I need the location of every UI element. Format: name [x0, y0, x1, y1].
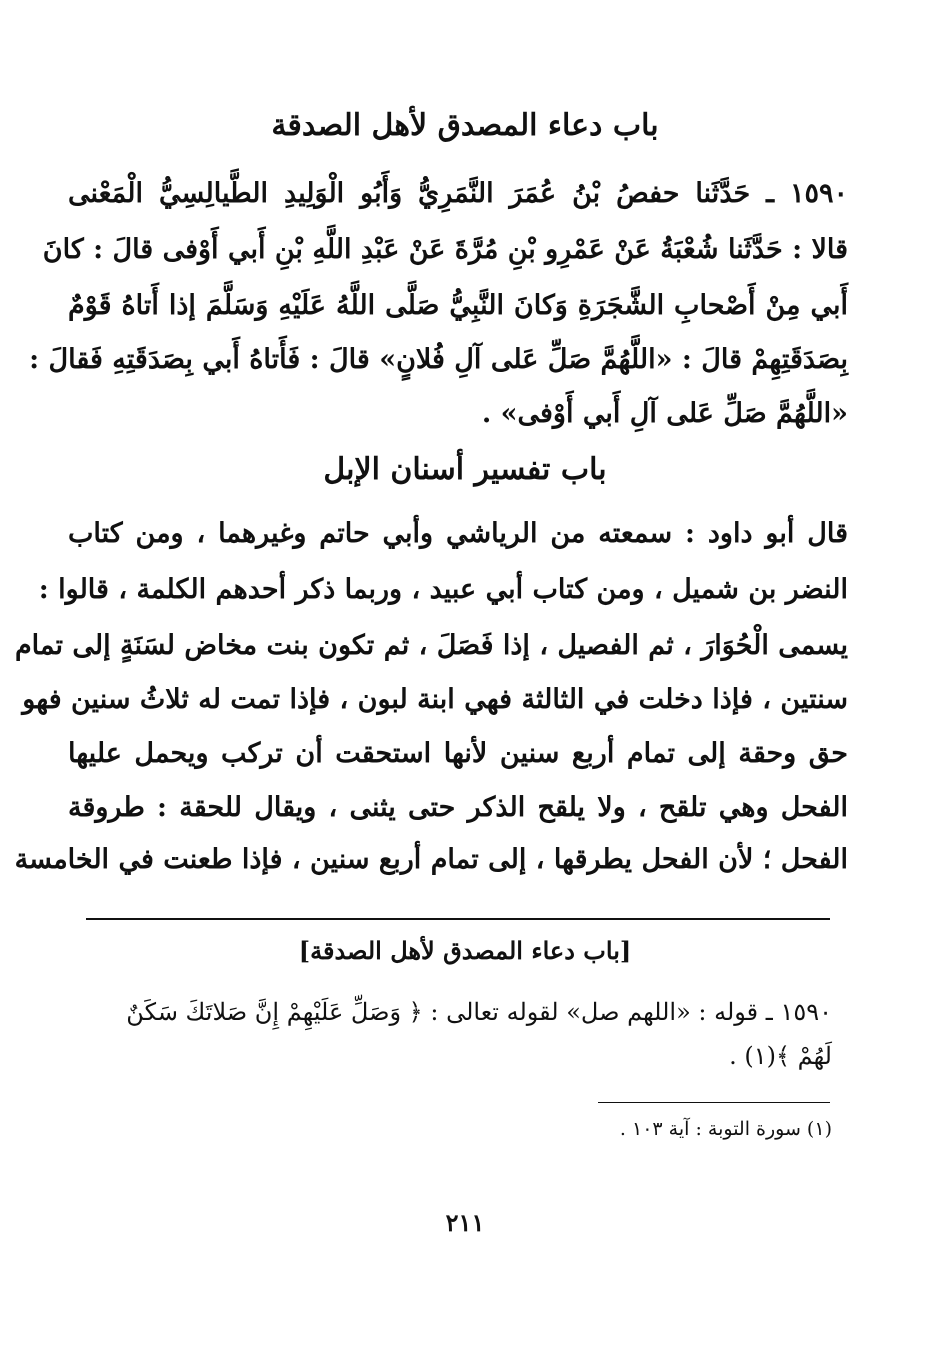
hadith-line: ١٥٩٠ ـ حَدَّثَنا حفصُ بْنُ عُمَرَ النَّمَرِيُّ وَأَبُو الْوَلِيدِ الطَّيالِسِيُّ الْمَعْنى [68, 178, 848, 209]
reference-separator [598, 1102, 830, 1103]
hadith-line: أَبي مِنْ أَصْحابِ الشَّجَرَةِ وَكانَ النَّبِيُّ صَلَّى اللَّهُ عَلَيْهِ وَسَلَّمَ إذا أَتاهُ قَوْمٌ [68, 290, 848, 321]
footnote-line: ١٥٩٠ ـ قوله : «اللهم صل» لقوله تعالى : ﴿ وَصَلِّ عَلَيْهِمْ إِنَّ صَلاتَكَ سَكَنٌ [126, 998, 832, 1026]
reference-note: (١) سورة التوبة : آية ١٠٣ . [619, 1118, 832, 1140]
commentary-line: الفحل وهي تلقح ، ولا يلقح الذكر حتى يثنى ، ويقال للحقة : طروقة [68, 792, 848, 823]
hadith-line: «اللَّهُمَّ صَلِّ عَلى آلِ أَبي أَوْفى» . [481, 398, 848, 429]
page-number: ٢١١ [445, 1208, 485, 1237]
commentary-line: قال أبو داود : سمعته من الرياشي وأبي حاتم وغيرهما ، ومن كتاب [68, 518, 848, 549]
footnote-heading: [باب دعاء المصدق لأهل الصدقة] [298, 936, 632, 965]
hadith-line: بِصَدَقَتِهِمْ قالَ : «اللَّهُمَّ صَلِّ عَلى آلِ فُلانٍ» قالَ : فَأَتاهُ أَبي بِصَدَقَتِهِ فَقالَ : [29, 344, 848, 375]
chapter-heading-1: باب دعاء المصدق لأهل الصدقة [271, 108, 659, 143]
commentary-line: الفحل ؛ لأن الفحل يطرقها ، إلى تمام أربع سنين ، فإذا طعنت في الخامسة [14, 844, 848, 875]
footnote-line: لَهُمْ ﴾(١) . [729, 1042, 832, 1070]
chapter-heading-2: باب تفسير أسنان الإبل [323, 452, 607, 487]
commentary-line: حق وحقة إلى تمام أربع سنين لأنها استحقت أن تركب ويحمل عليها [68, 738, 848, 769]
commentary-line: يسمى الْحُوَارَ ، ثم الفصيل ، إذا فَصَلَ ، ثم تكون بنت مخاض لسَنَةٍ إلى تمام [14, 630, 848, 661]
footnote-separator [86, 918, 830, 920]
commentary-line: النضر بن شميل ، ومن كتاب أبي عبيد ، وربما ذكر أحدهم الكلمة ، قالوا : [38, 574, 848, 605]
commentary-line: سنتين ، فإذا دخلت في الثالثة فهي ابنة لبون ، فإذا تمت له ثلاثُ سنين فهو [22, 684, 848, 715]
hadith-line: قالا : حَدَّثَنا شُعْبَةُ عَنْ عَمْرِو بْنِ مُرَّةَ عَنْ عَبْدِ اللَّهِ بْنِ أَبي أَوْفى قالَ : كانَ [42, 234, 848, 265]
